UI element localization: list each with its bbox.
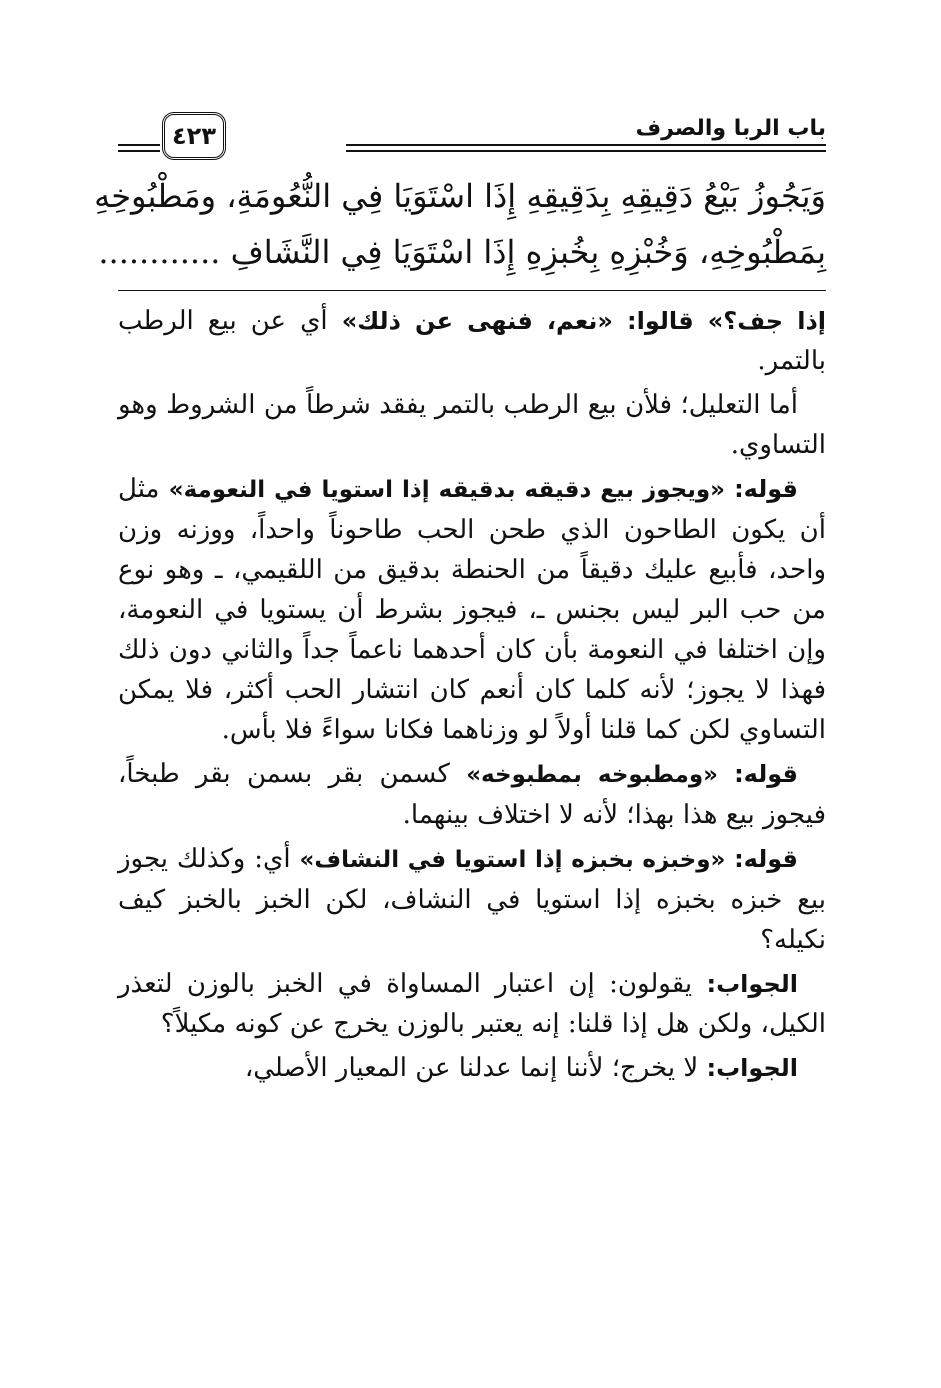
- main-text: [94, 168, 826, 280]
- commentary-paragraph: [118, 385, 826, 465]
- quoted-text: «ومطبوخه بمطبوخه»: [466, 762, 735, 788]
- header-rule: [346, 144, 826, 146]
- paragraph-text: كسمن بقر بسمن بقر طبخاً، فيجوز بيع هذا بهذا؛ لأنه لا اختلاف بينهما.: [118, 759, 826, 830]
- page-header: [118, 100, 826, 164]
- chapter-title: باب الربا والصرف: [635, 116, 826, 141]
- commentary-paragraph: [118, 469, 826, 750]
- paragraph-text: يقولون: إن اعتبار المساواة في الخبز بالوزن لتعذر الكيل، ولكن هل إذا قلنا: إنه يعتبر بالوزن يخرج عن كونه مكيلاً؟: [118, 969, 826, 1039]
- paragraph-text: أما التعليل؛ فلأن بيع الرطب بالتمر يفقد شرطاً من الشروط وهو التساوي.: [118, 390, 826, 460]
- main-text-segment: بِمَطْبُوخِهِ، وَخُبْزِهِ بِخُبزِهِ إِذَا اسْتَوَيَا فِي النَّشَافِ: [230, 233, 826, 271]
- commentary-paragraph: [118, 964, 826, 1044]
- header-rule: [118, 144, 160, 146]
- page-number: ٤٢٣: [162, 112, 226, 160]
- paragraph-text: أي عن بيع الرطب بالتمر.: [118, 306, 826, 376]
- commentary-paragraph: [118, 754, 826, 835]
- commentary-paragraph: [118, 301, 826, 381]
- paragraph-label: قوله:: [734, 475, 798, 503]
- header-rule: [118, 150, 160, 152]
- paragraph-label: قوله:: [734, 845, 798, 873]
- ellipsis-dots: ............: [98, 233, 221, 271]
- commentary-paragraph: [118, 839, 826, 960]
- quoted-hadith: إذا جف؟» قالوا: «نعم، فنهى عن ذلك»: [341, 307, 827, 335]
- quoted-text: «ويجوز بيع دقيقه بدقيقه إذا استويا في النعومة»: [168, 477, 735, 503]
- paragraph-text: لا يخرج؛ لأننا إنما عدلنا عن المعيار الأصلي،: [244, 1053, 707, 1083]
- paragraph-label: الجواب:: [706, 1054, 798, 1082]
- commentary: [118, 301, 826, 1088]
- paragraph-text: أي: وكذلك يجوز بيع خبزه بخبزه إذا استويا في النشاف، لكن الخبز بالخبز كيف نكيله؟: [118, 844, 826, 955]
- paragraph-label: الجواب:: [706, 970, 798, 998]
- header-rule: [346, 150, 826, 152]
- text-divider: [118, 290, 826, 291]
- book-page: [94, 100, 827, 1088]
- paragraph-label: قوله:: [734, 760, 798, 788]
- paragraph-text: مثل أن يكون الطاحون الذي طحن الحب طاحوناً واحداً، ووزنه وزن واحد، فأبيع عليك دقيقاً من الحنطة بدقيق من اللقيمي، ـ وهو نوع من حب البر ليس بجنس ـ، فيجوز بشرط أن يستويا في النعومة، وإن اختلفا في النعومة بأن كان أحدهما ناعماً جداً والثاني دون ذلك فهذا لا يجوز؛ لأنه كلما كان أنعم كان انتشار الحب أكثر، فلا يمكن التساوي لكن كما قلنا أولاً لو وزناهما فكانا سواءً فلا بأس.: [118, 474, 826, 745]
- quoted-text: «وخبزه بخبزه إذا استويا في النشاف»: [299, 847, 735, 873]
- main-text-line: [98, 224, 826, 280]
- commentary-paragraph: [118, 1048, 826, 1088]
- main-text-line: وَيَجُوزُ بَيْعُ دَقِيقِهِ بِدَقِيقِهِ إِذَا اسْتَوَيَا فِي النُّعُومَةِ، ومَطْبُوخِهِ: [94, 177, 826, 215]
